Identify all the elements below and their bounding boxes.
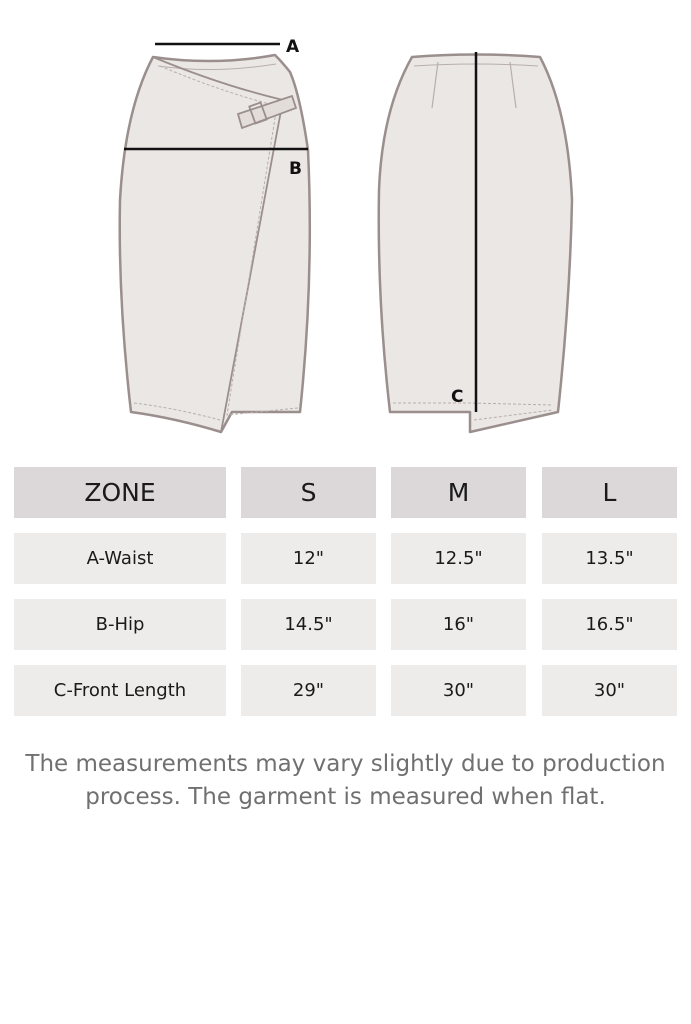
label-a: A: [286, 37, 300, 57]
skirt-front-view: [120, 37, 310, 432]
front-length-s-value: 29": [241, 665, 376, 716]
hip-s-value: 14.5": [241, 599, 376, 650]
measurement-note: [0, 748, 691, 814]
label-c: C: [451, 387, 464, 407]
header-size-l: L: [542, 467, 677, 518]
note-line-2: process. The garment is measured when flat.: [85, 784, 606, 810]
front-length-m-value: 30": [391, 665, 526, 716]
zone-hip: B-Hip: [14, 599, 226, 650]
zone-front-length: C-Front Length: [14, 665, 226, 716]
header-size-s: S: [241, 467, 376, 518]
label-b: B: [289, 159, 302, 179]
front-length-l-value: 30": [542, 665, 677, 716]
hip-l-value: 16.5": [542, 599, 677, 650]
waist-m-value: 12.5": [391, 533, 526, 584]
header-size-m: M: [391, 467, 526, 518]
skirt-measurement-diagram: [0, 0, 691, 450]
waist-l-value: 13.5": [542, 533, 677, 584]
zone-waist: A-Waist: [14, 533, 226, 584]
skirt-back-view: [379, 52, 572, 432]
hip-m-value: 16": [391, 599, 526, 650]
header-zone: ZONE: [14, 467, 226, 518]
note-line-1: The measurements may vary slightly due to production: [25, 751, 666, 777]
waist-s-value: 12": [241, 533, 376, 584]
